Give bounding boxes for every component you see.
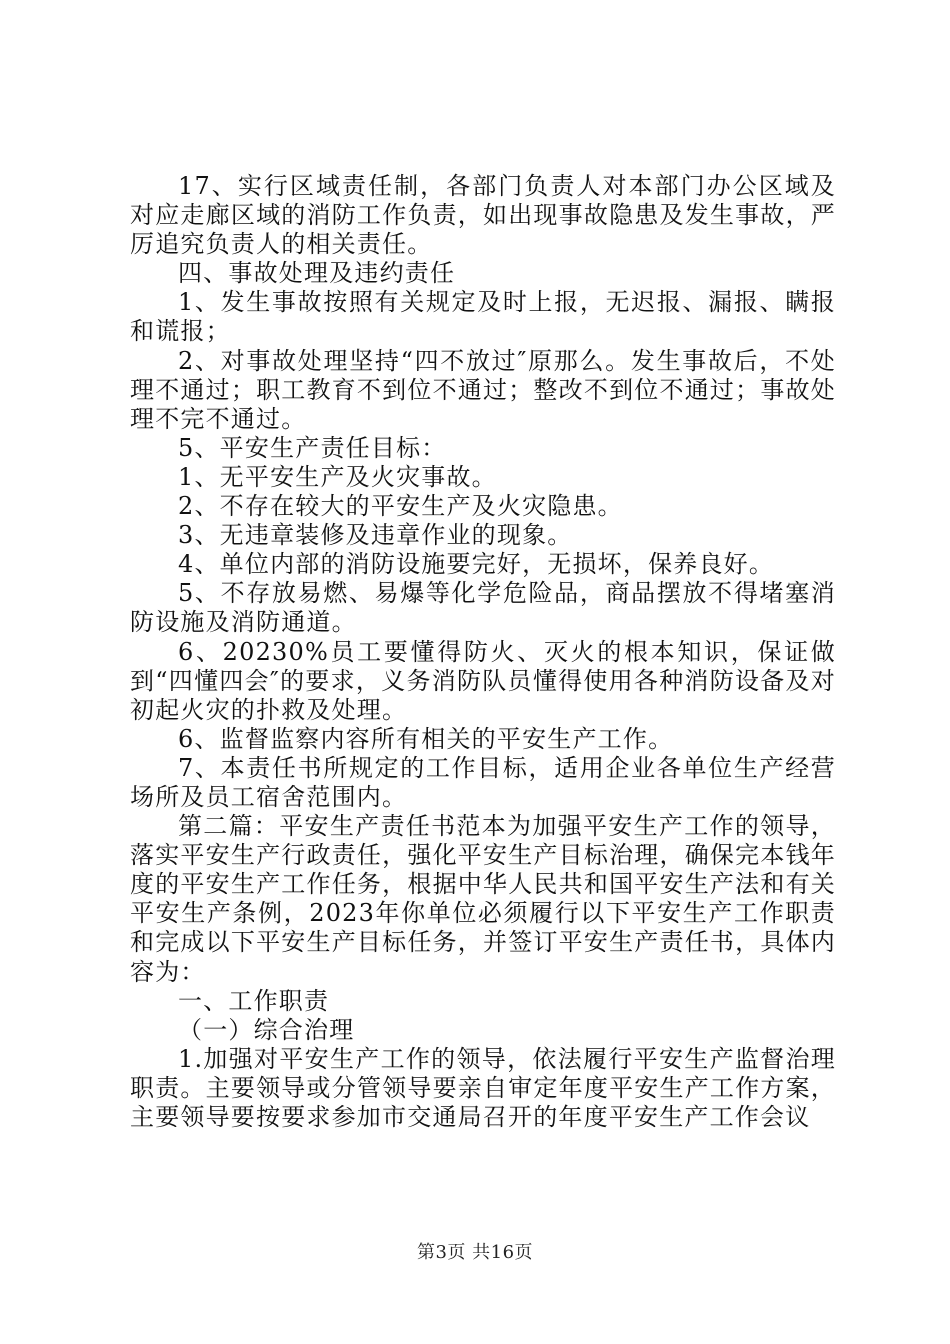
page-number-footer: 第3页 共16页 [416,1242,534,1263]
paragraph-4: 2、对事故处理坚持“四不放过″原那么。发生事故后，不处理不通过；职工教育不到位不通过；整改不到位不通过；事故处理不完不通过。 [130,346,836,433]
paragraph-second-chapter: 第二篇：平安生产责任书范本为加强平安生产工作的领导，落实平安生产行政责任，强化平安生产目标治理，确保完本钱年度的平安生产工作任务，根据中华人民共和国平安生产法和有关平安生产条例，2023年你单位必须履行以下平安生产工作职责和完成以下平安生产目标任务，并签订平安生产责任书，具体内容为： [130,812,836,986]
list-item-goal-4: 4、单位内部的消防设施要完好，无损坏，保养良好。 [178,550,775,579]
list-item-goal-6b: 6、监督监察内容所有相关的平安生产工作。 [178,724,674,753]
section-heading-safety-goals: 5、平安生产责任目标： [178,433,447,462]
document-body [130,172,836,1132]
paragraph-last: 1.加强对平安生产工作的领导，依法履行平安生产监督治理职责。主要领导或分管领导要亲自审定年度平安生产工作方案，主要领导要按要求参加市交通局召开的年度平安生产工作会议 [130,1044,836,1131]
list-item-goal-3: 3、无违章装修及违章作业的现象。 [178,521,573,550]
paragraph-1: 17、实行区域责任制，各部门负责人对本部门办公区域及对应走廊区域的消防工作负责，如出现事故隐患及发生事故，严厉追究负责人的相关责任。 [130,172,836,259]
list-item-goal-6: 6、20230%员工要懂得防火、灭火的根本知识，保证做到“四懂四会″的要求，义务消防队员懂得使用各种消防设备及对初起火灾的扑救及处理。 [130,637,836,724]
list-item-goal-2: 2、不存在较大的平安生产及火灾隐患。 [178,492,623,521]
paragraph-3: 1、发生事故按照有关规定及时上报，无迟报、漏报、瞒报和谎报； [130,288,836,346]
list-item-goal-1: 1、无平安生产及火灾事故。 [178,462,497,491]
section-heading-accident-handling: 四、事故处理及违约责任 [178,259,456,288]
subsection-heading-comprehensive: （一）综合治理 [178,1015,355,1044]
section-heading-work-duties: 一、工作职责 [178,986,330,1015]
list-item-goal-5: 5、不存放易燃、易爆等化学危险品，商品摆放不得堵塞消防设施及消防通道。 [130,579,836,637]
list-item-goal-7: 7、本责任书所规定的工作目标，适用企业各单位生产经营场所及员工宿舍范围内。 [130,753,836,811]
